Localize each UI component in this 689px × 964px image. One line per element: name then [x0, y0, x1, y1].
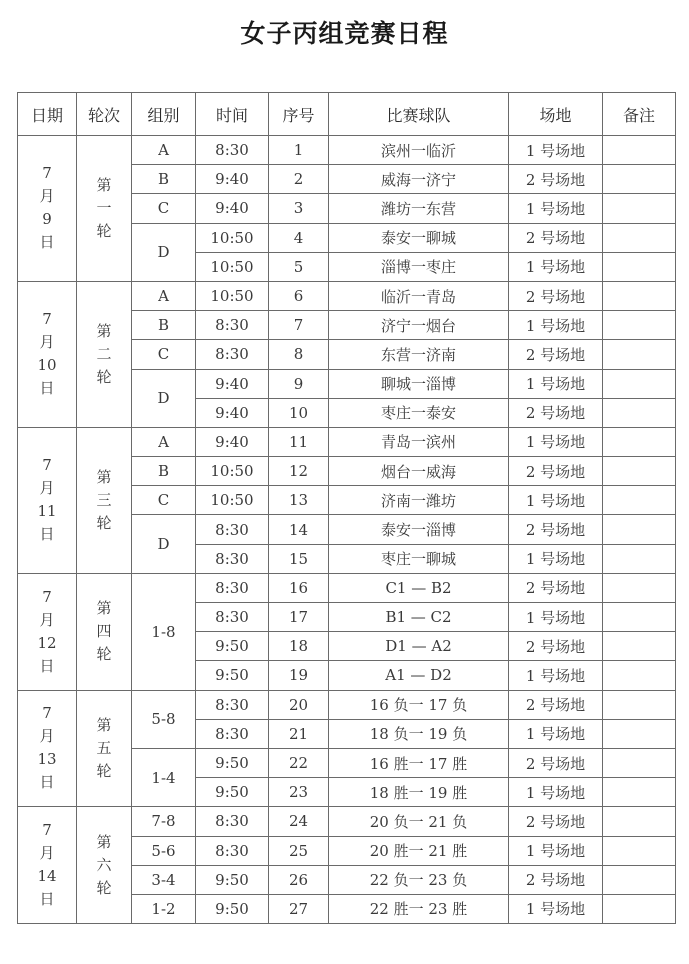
note-cell [603, 690, 676, 719]
number-cell: 6 [269, 281, 329, 310]
round-cell: 第 五 轮 [77, 690, 132, 807]
venue-cell: 2 号场地 [509, 632, 603, 661]
time-cell: 8:30 [196, 311, 269, 340]
note-cell [603, 311, 676, 340]
time-cell: 9:50 [196, 865, 269, 894]
venue-cell: 1 号场地 [509, 252, 603, 281]
note-cell [603, 661, 676, 690]
venue-cell: 1 号场地 [509, 778, 603, 807]
note-cell [603, 865, 676, 894]
number-cell: 1 [269, 136, 329, 165]
time-cell: 9:50 [196, 748, 269, 777]
group-cell: D [132, 369, 196, 427]
teams-cell: 枣庄一泰安 [329, 398, 509, 427]
group-cell: 1-8 [132, 573, 196, 690]
teams-cell: 济宁一烟台 [329, 311, 509, 340]
group-cell: A [132, 281, 196, 310]
note-cell [603, 281, 676, 310]
teams-cell: 泰安一淄博 [329, 515, 509, 544]
number-cell: 19 [269, 661, 329, 690]
table-row [18, 573, 676, 602]
number-cell: 7 [269, 311, 329, 340]
page-title: 女子丙组竞赛日程 [240, 19, 449, 48]
note-cell [603, 223, 676, 252]
time-cell: 8:30 [196, 573, 269, 602]
note-cell [603, 778, 676, 807]
venue-cell: 1 号场地 [509, 836, 603, 865]
group-cell: D [132, 515, 196, 573]
number-cell: 12 [269, 457, 329, 486]
note-cell [603, 194, 676, 223]
teams-cell: 济南一潍坊 [329, 486, 509, 515]
number-cell: 25 [269, 836, 329, 865]
venue-cell: 2 号场地 [509, 865, 603, 894]
time-cell: 9:40 [196, 165, 269, 194]
time-cell: 8:30 [196, 603, 269, 632]
number-cell: 26 [269, 865, 329, 894]
number-cell: 13 [269, 486, 329, 515]
venue-cell: 1 号场地 [509, 311, 603, 340]
header-number: 序号 [269, 93, 329, 136]
venue-cell: 1 号场地 [509, 894, 603, 923]
header-note: 备注 [603, 93, 676, 136]
note-cell [603, 544, 676, 573]
group-cell: 5-8 [132, 690, 196, 748]
number-cell: 3 [269, 194, 329, 223]
venue-cell: 2 号场地 [509, 398, 603, 427]
teams-cell: B1 — C2 [329, 603, 509, 632]
group-cell: B [132, 457, 196, 486]
teams-cell: A1 — D2 [329, 661, 509, 690]
number-cell: 11 [269, 427, 329, 456]
note-cell [603, 632, 676, 661]
group-cell: 1-4 [132, 748, 196, 806]
teams-cell: C1 — B2 [329, 573, 509, 602]
teams-cell: 临沂一青岛 [329, 281, 509, 310]
group-cell: C [132, 340, 196, 369]
time-cell: 8:30 [196, 690, 269, 719]
note-cell [603, 807, 676, 836]
time-cell: 8:30 [196, 515, 269, 544]
number-cell: 17 [269, 603, 329, 632]
venue-cell: 1 号场地 [509, 369, 603, 398]
venue-cell: 2 号场地 [509, 457, 603, 486]
note-cell [603, 252, 676, 281]
group-cell: A [132, 136, 196, 165]
table-row [18, 281, 676, 310]
round-cell: 第 六 轮 [77, 807, 132, 924]
note-cell [603, 165, 676, 194]
note-cell [603, 340, 676, 369]
teams-cell: 16 胜一 17 胜 [329, 748, 509, 777]
teams-cell: 22 负一 23 负 [329, 865, 509, 894]
note-cell [603, 573, 676, 602]
time-cell: 10:50 [196, 281, 269, 310]
number-cell: 23 [269, 778, 329, 807]
teams-cell: 淄博一枣庄 [329, 252, 509, 281]
number-cell: 22 [269, 748, 329, 777]
number-cell: 8 [269, 340, 329, 369]
time-cell: 8:30 [196, 136, 269, 165]
number-cell: 2 [269, 165, 329, 194]
note-cell [603, 719, 676, 748]
date-cell: 7 月 14 日 [18, 807, 77, 924]
note-cell [603, 748, 676, 777]
venue-cell: 2 号场地 [509, 807, 603, 836]
note-cell [603, 486, 676, 515]
time-cell: 9:40 [196, 398, 269, 427]
time-cell: 9:40 [196, 369, 269, 398]
date-cell: 7 月 10 日 [18, 281, 77, 427]
note-cell [603, 136, 676, 165]
teams-cell: 青岛一滨州 [329, 427, 509, 456]
venue-cell: 2 号场地 [509, 748, 603, 777]
venue-cell: 1 号场地 [509, 544, 603, 573]
round-cell: 第 四 轮 [77, 573, 132, 690]
time-cell: 9:40 [196, 427, 269, 456]
venue-cell: 1 号场地 [509, 603, 603, 632]
time-cell: 9:50 [196, 661, 269, 690]
date-cell: 7 月 13 日 [18, 690, 77, 807]
note-cell [603, 427, 676, 456]
date-cell: 7 月 9 日 [18, 136, 77, 282]
note-cell [603, 457, 676, 486]
group-cell: 5-6 [132, 836, 196, 865]
teams-cell: 滨州一临沂 [329, 136, 509, 165]
group-cell: A [132, 427, 196, 456]
time-cell: 9:50 [196, 778, 269, 807]
number-cell: 4 [269, 223, 329, 252]
number-cell: 14 [269, 515, 329, 544]
teams-cell: 潍坊一东营 [329, 194, 509, 223]
number-cell: 9 [269, 369, 329, 398]
header-time: 时间 [196, 93, 269, 136]
venue-cell: 2 号场地 [509, 340, 603, 369]
teams-cell: D1 — A2 [329, 632, 509, 661]
round-cell: 第 一 轮 [77, 136, 132, 282]
number-cell: 20 [269, 690, 329, 719]
teams-cell: 18 负一 19 负 [329, 719, 509, 748]
teams-cell: 威海一济宁 [329, 165, 509, 194]
number-cell: 15 [269, 544, 329, 573]
teams-cell: 20 胜一 21 胜 [329, 836, 509, 865]
time-cell: 9:40 [196, 194, 269, 223]
group-cell: B [132, 311, 196, 340]
venue-cell: 2 号场地 [509, 223, 603, 252]
header-date: 日期 [18, 93, 77, 136]
header-teams: 比赛球队 [329, 93, 509, 136]
teams-cell: 烟台一威海 [329, 457, 509, 486]
venue-cell: 1 号场地 [509, 661, 603, 690]
group-cell: 3-4 [132, 865, 196, 894]
time-cell: 8:30 [196, 544, 269, 573]
time-cell: 10:50 [196, 486, 269, 515]
group-cell: D [132, 223, 196, 281]
group-cell: 1-2 [132, 894, 196, 923]
table-row [18, 136, 676, 165]
venue-cell: 1 号场地 [509, 427, 603, 456]
time-cell: 8:30 [196, 836, 269, 865]
date-cell: 7 月 11 日 [18, 427, 77, 573]
time-cell: 9:50 [196, 632, 269, 661]
time-cell: 8:30 [196, 340, 269, 369]
note-cell [603, 398, 676, 427]
note-cell [603, 369, 676, 398]
venue-cell: 2 号场地 [509, 515, 603, 544]
note-cell [603, 894, 676, 923]
header-venue: 场地 [509, 93, 603, 136]
group-cell: C [132, 486, 196, 515]
table-row [18, 807, 676, 836]
teams-cell: 枣庄一聊城 [329, 544, 509, 573]
teams-cell: 16 负一 17 负 [329, 690, 509, 719]
note-cell [603, 836, 676, 865]
venue-cell: 2 号场地 [509, 573, 603, 602]
teams-cell: 18 胜一 19 胜 [329, 778, 509, 807]
header-group: 组别 [132, 93, 196, 136]
date-cell: 7 月 12 日 [18, 573, 77, 690]
number-cell: 27 [269, 894, 329, 923]
time-cell: 10:50 [196, 457, 269, 486]
header-round: 轮次 [77, 93, 132, 136]
group-cell: C [132, 194, 196, 223]
venue-cell: 1 号场地 [509, 719, 603, 748]
time-cell: 8:30 [196, 719, 269, 748]
header-row [18, 93, 676, 136]
number-cell: 16 [269, 573, 329, 602]
schedule-table [17, 92, 676, 924]
venue-cell: 1 号场地 [509, 194, 603, 223]
venue-cell: 2 号场地 [509, 281, 603, 310]
venue-cell: 1 号场地 [509, 136, 603, 165]
number-cell: 18 [269, 632, 329, 661]
teams-cell: 聊城一淄博 [329, 369, 509, 398]
number-cell: 10 [269, 398, 329, 427]
teams-cell: 东营一济南 [329, 340, 509, 369]
note-cell [603, 603, 676, 632]
note-cell [603, 515, 676, 544]
number-cell: 24 [269, 807, 329, 836]
teams-cell: 20 负一 21 负 [329, 807, 509, 836]
teams-cell: 22 胜一 23 胜 [329, 894, 509, 923]
table-row [18, 690, 676, 719]
time-cell: 10:50 [196, 223, 269, 252]
round-cell: 第 二 轮 [77, 281, 132, 427]
table-row [18, 427, 676, 456]
venue-cell: 1 号场地 [509, 486, 603, 515]
teams-cell: 泰安一聊城 [329, 223, 509, 252]
time-cell: 10:50 [196, 252, 269, 281]
number-cell: 21 [269, 719, 329, 748]
group-cell: 7-8 [132, 807, 196, 836]
time-cell: 9:50 [196, 894, 269, 923]
number-cell: 5 [269, 252, 329, 281]
group-cell: B [132, 165, 196, 194]
venue-cell: 2 号场地 [509, 690, 603, 719]
round-cell: 第 三 轮 [77, 427, 132, 573]
time-cell: 8:30 [196, 807, 269, 836]
venue-cell: 2 号场地 [509, 165, 603, 194]
